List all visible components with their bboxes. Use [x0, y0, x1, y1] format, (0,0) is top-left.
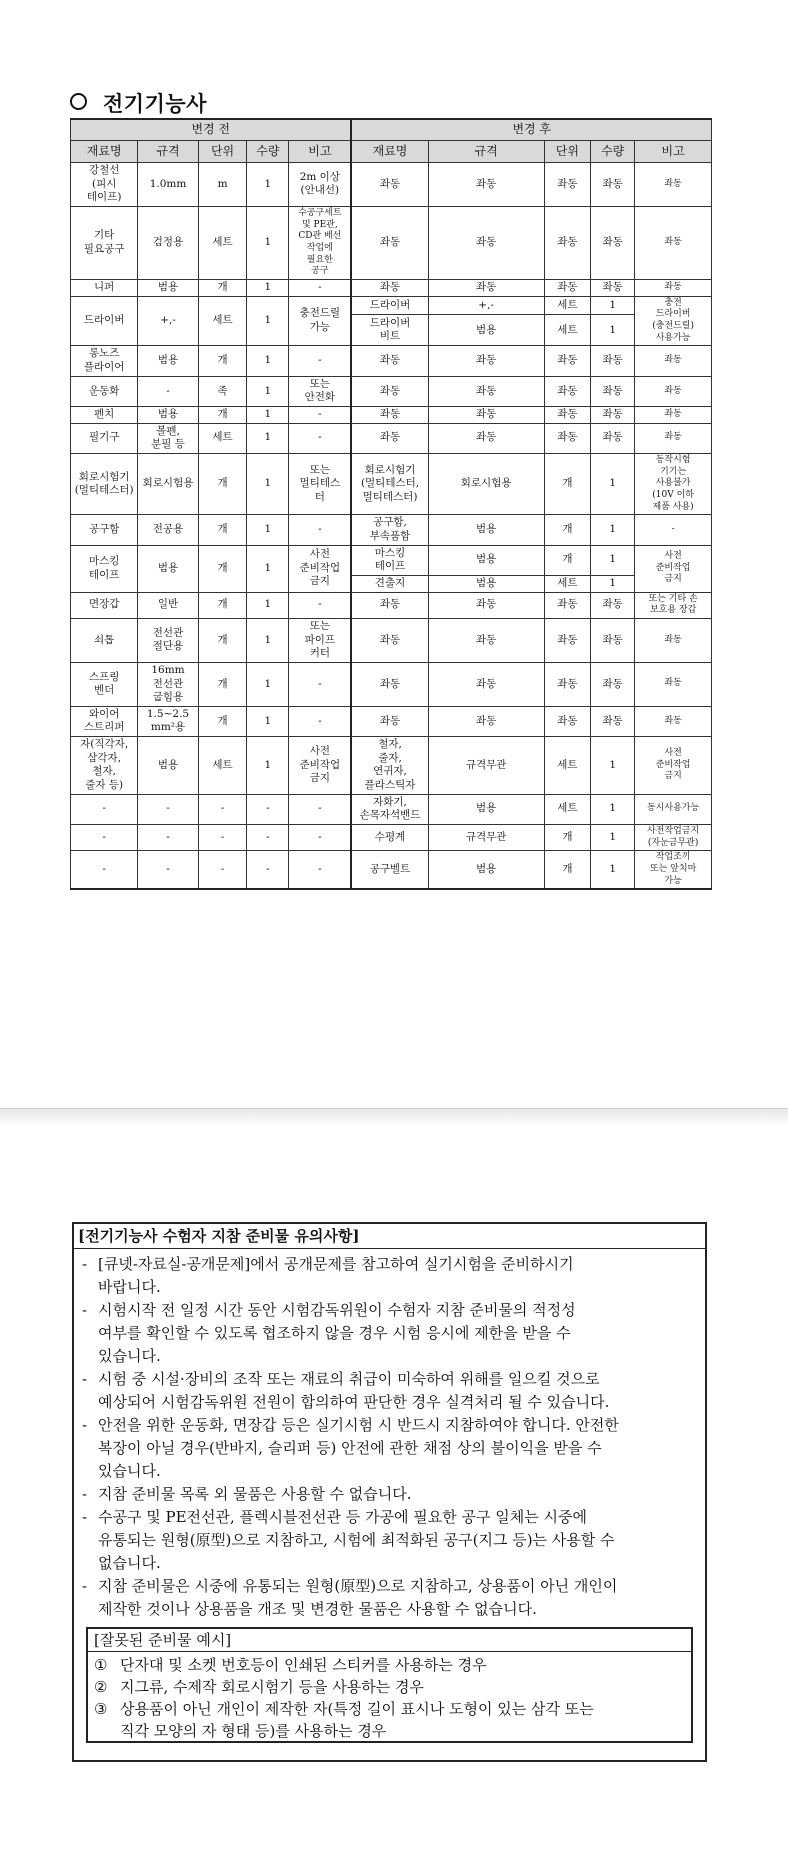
- column-header: 규격: [428, 141, 544, 163]
- table-cell: 좌동: [635, 706, 712, 736]
- table-cell: 펜치: [71, 407, 138, 424]
- table-cell: 1: [247, 346, 289, 376]
- table-cell: +,-: [428, 296, 544, 315]
- table-cell: 범용: [138, 545, 198, 592]
- table-cell: 세트: [198, 206, 247, 279]
- table-cell: -: [289, 794, 352, 824]
- table-cell: 좌동: [591, 407, 635, 424]
- notice-item-text: 수공구 및 PE전선관, 플렉시블전선관 등 가공에 필요한 공구 일체는 시중에 유통되는 원형(原型)으로 지참하고, 시험에 최적화된 공구(지그 등)는 사용할 수 없습니다.: [98, 1508, 615, 1572]
- notice-item: [82, 1253, 699, 1299]
- table-cell: 좌동: [591, 163, 635, 207]
- table-cell: 좌동: [544, 592, 590, 618]
- table-cell: 좌동: [635, 163, 712, 207]
- table-cell: 1: [247, 706, 289, 736]
- table-cell: 범용: [138, 280, 198, 297]
- group-header-after: 변경 후: [351, 119, 711, 141]
- table-cell: 사전작업금지 (자눈금무관): [635, 824, 712, 850]
- table-cell: 1: [591, 851, 635, 890]
- table-row: [71, 163, 712, 207]
- notice-item-text: 시험 중 시설·장비의 조작 또는 재료의 취급이 미숙하여 위해를 일으킬 것으로 예상되어 시험감독위원 전원이 합의하여 판단한 경우 실격처리 될 수 있습니다.: [98, 1370, 610, 1411]
- table-cell: 범용: [138, 737, 198, 795]
- table-cell: 좌동: [351, 706, 428, 736]
- table-cell: 좌동: [351, 407, 428, 424]
- table-cell: 좌동: [428, 163, 544, 207]
- table-cell: 작업조끼 또는 앞치마 가능: [635, 851, 712, 890]
- notice-box: [72, 1222, 707, 1762]
- dash-bullet-icon: -: [82, 1508, 88, 1526]
- table-cell: 좌동: [591, 706, 635, 736]
- column-header: 비고: [635, 141, 712, 163]
- table-cell: 니퍼: [71, 280, 138, 297]
- table-cell: 좌동: [428, 423, 544, 453]
- table-cell: 개: [198, 346, 247, 376]
- table-cell: -: [289, 851, 352, 890]
- wrong-examples-title: [잘못된 준비물 예시]: [88, 1629, 691, 1652]
- table-row: [71, 407, 712, 424]
- wrong-example-item: [94, 1698, 685, 1742]
- table-cell: 철자, 줄자, 연귀자, 플라스틱자: [351, 737, 428, 795]
- dash-bullet-icon: -: [82, 1577, 88, 1595]
- table-cell: 면장갑: [71, 592, 138, 618]
- table-cell: 자(직각자, 삼각자, 철자, 줄자 등): [71, 737, 138, 795]
- table-cell: 드라이버: [351, 296, 428, 315]
- table-cell: 회로시험용: [428, 453, 544, 514]
- table-cell: 1: [247, 407, 289, 424]
- table-cell: 개: [544, 851, 590, 890]
- table-row: [71, 423, 712, 453]
- table-cell: 좌동: [635, 618, 712, 662]
- table-cell: 범용: [138, 407, 198, 424]
- table-cell: -: [289, 706, 352, 736]
- column-header: 비고: [289, 141, 352, 163]
- table-cell: 좌동: [591, 662, 635, 706]
- table-cell: -: [289, 662, 352, 706]
- table-cell: 세트: [544, 575, 590, 592]
- table-cell: 범용: [428, 794, 544, 824]
- table-cell: 공구함, 부속품함: [351, 515, 428, 545]
- circle-bullet-icon: [70, 93, 87, 110]
- table-cell: 좌동: [544, 662, 590, 706]
- table-cell: 좌동: [635, 280, 712, 297]
- table-cell: 회로시험용: [138, 453, 198, 514]
- table-cell: 좌동: [635, 423, 712, 453]
- table-cell: 좌동: [428, 346, 544, 376]
- table-cell: 공구벨트: [351, 851, 428, 890]
- table-cell: -: [71, 824, 138, 850]
- table-cell: 1: [247, 163, 289, 207]
- table-cell: -: [247, 851, 289, 890]
- table-cell: 1: [247, 545, 289, 592]
- table-cell: 공구함: [71, 515, 138, 545]
- table-cell: 좌동: [428, 407, 544, 424]
- table-cell: 좌동: [428, 662, 544, 706]
- table-cell: 1.0mm: [138, 163, 198, 207]
- table-cell: 좌동: [351, 618, 428, 662]
- table-cell: 좌동: [591, 376, 635, 406]
- table-row: [71, 824, 712, 850]
- table-cell: 세트: [198, 737, 247, 795]
- table-cell: 개: [544, 515, 590, 545]
- table-cell: 검정용: [138, 206, 198, 279]
- table-cell: -: [289, 423, 352, 453]
- table-cell: 개: [198, 280, 247, 297]
- table-cell: 좌동: [635, 376, 712, 406]
- table-row: [71, 280, 712, 297]
- notice-item-text: 지참 준비물은 시중에 유통되는 원형(原型)으로 지참하고, 상용품이 아닌 개인이 제작한 것이나 상용품을 개조 및 변경한 물품은 사용할 수 없습니다.: [98, 1577, 618, 1618]
- table-cell: 족: [198, 376, 247, 406]
- table-cell: -: [289, 824, 352, 850]
- table-cell: 좌동: [544, 346, 590, 376]
- table-cell: 1: [247, 737, 289, 795]
- table-cell: 충전 드라이버 (충전드릴) 사용가능: [635, 296, 712, 346]
- notice-item: [82, 1483, 699, 1506]
- table-cell: 사전 준비작업 금지: [635, 737, 712, 795]
- table-cell: 좌동: [428, 618, 544, 662]
- table-cell: 좌동: [591, 280, 635, 297]
- table-cell: 1: [247, 423, 289, 453]
- table-cell: 범용: [428, 545, 544, 575]
- table-cell: 좌동: [544, 407, 590, 424]
- column-header: 재료명: [71, 141, 138, 163]
- table-cell: 2m 이상 (안내선): [289, 163, 352, 207]
- table-cell: 드라이버: [71, 296, 138, 346]
- table-cell: 좌동: [351, 163, 428, 207]
- table-cell: 좌동: [428, 592, 544, 618]
- table-cell: 좌동: [428, 706, 544, 736]
- table-cell: 좌동: [351, 346, 428, 376]
- dash-bullet-icon: -: [82, 1485, 88, 1503]
- table-cell: 좌동: [351, 592, 428, 618]
- table-cell: 좌동: [544, 706, 590, 736]
- table-cell: 1: [591, 824, 635, 850]
- table-cell: 세트: [544, 737, 590, 795]
- notice-item-text: 안전을 위한 운동화, 면장갑 등은 실기시험 시 반드시 지참하여야 합니다. 안전한 복장이 아닐 경우(반바지, 슬리퍼 등) 안전에 관한 채점 상의 불이익을 받을 수 있습니다.: [98, 1416, 619, 1480]
- table-cell: 전공용: [138, 515, 198, 545]
- table-cell: 좌동: [351, 206, 428, 279]
- item-number: ②: [94, 1678, 108, 1696]
- notice-item: [82, 1368, 699, 1414]
- table-cell: -: [289, 515, 352, 545]
- table-cell: 1: [591, 315, 635, 346]
- notice-item: [82, 1299, 699, 1368]
- table-cell: 좌동: [635, 662, 712, 706]
- table-cell: 1: [247, 206, 289, 279]
- table-cell: 좌동: [428, 376, 544, 406]
- notice-title: [전기기능사 수험자 지참 준비물 유의사항]: [74, 1224, 705, 1249]
- table-cell: 수공구세트 및 PE관, CD관 배선 작업에 필요한 공구: [289, 206, 352, 279]
- table-cell: 좌동: [591, 206, 635, 279]
- table-cell: 좌동: [544, 280, 590, 297]
- table-cell: 좌동: [544, 163, 590, 207]
- table-cell: 기타 필요공구: [71, 206, 138, 279]
- table-cell: 세트: [198, 296, 247, 346]
- table-cell: -: [635, 515, 712, 545]
- notice-item: [82, 1575, 699, 1621]
- table-cell: 마스킹 테이프: [71, 545, 138, 592]
- wrong-example-text: 단자대 및 소켓 번호등이 인쇄된 스티커를 사용하는 경우: [120, 1656, 487, 1674]
- table-cell: -: [198, 794, 247, 824]
- table-cell: 1: [591, 794, 635, 824]
- table-cell: -: [247, 824, 289, 850]
- table-cell: 개: [544, 824, 590, 850]
- table-cell: 좌동: [351, 280, 428, 297]
- table-cell: 개: [198, 618, 247, 662]
- table-row: [71, 346, 712, 376]
- table-cell: 1: [247, 592, 289, 618]
- table-cell: 볼펜, 분필 등: [138, 423, 198, 453]
- table-cell: 좌동: [544, 423, 590, 453]
- table-cell: 범용: [138, 346, 198, 376]
- wrong-example-item: [94, 1676, 685, 1698]
- table-cell: 스프링 벤더: [71, 662, 138, 706]
- table-cell: 개: [198, 706, 247, 736]
- table-cell: 사전 준비작업 금지: [289, 545, 352, 592]
- table-cell: 충전드릴 가능: [289, 296, 352, 346]
- table-row: [71, 515, 712, 545]
- table-cell: 16mm 전선관 굽힘용: [138, 662, 198, 706]
- column-header: 규격: [138, 141, 198, 163]
- table-cell: 1: [247, 376, 289, 406]
- table-row: [71, 706, 712, 736]
- column-header: 수량: [247, 141, 289, 163]
- table-cell: 1: [247, 618, 289, 662]
- table-cell: 범용: [428, 575, 544, 592]
- table-cell: 좌동: [635, 346, 712, 376]
- tool-list-table: [70, 118, 712, 890]
- table-cell: 세트: [544, 794, 590, 824]
- table-cell: 세트: [544, 315, 590, 346]
- section-heading: [70, 88, 207, 118]
- notice-list: [74, 1249, 705, 1621]
- table-cell: 1: [247, 515, 289, 545]
- table-cell: 좌동: [544, 376, 590, 406]
- table-row: [71, 851, 712, 890]
- notice-item: [82, 1414, 699, 1483]
- dash-bullet-icon: -: [82, 1301, 88, 1319]
- table-cell: -: [198, 851, 247, 890]
- table-cell: 규격무관: [428, 824, 544, 850]
- table-cell: 롱노즈 플라이어: [71, 346, 138, 376]
- table-cell: 회로시험기 (멀티테스터, 멀티테스터): [351, 453, 428, 514]
- table-cell: 범용: [428, 315, 544, 346]
- table-cell: 또는 안전화: [289, 376, 352, 406]
- table-cell: 또는 기타 손 보호용 장갑: [635, 592, 712, 618]
- table-cell: 개: [544, 453, 590, 514]
- section-title: 전기기능사: [103, 92, 207, 116]
- table-cell: 좌동: [351, 423, 428, 453]
- table-cell: 동작시험 기기는 사용불가 (10V 이하 제품 사용): [635, 453, 712, 514]
- table-row: [71, 737, 712, 795]
- table-cell: 쇠톱: [71, 618, 138, 662]
- table-cell: -: [289, 280, 352, 297]
- table-cell: 강철선 (피시 테이프): [71, 163, 138, 207]
- table-cell: 1: [591, 453, 635, 514]
- table-cell: -: [247, 794, 289, 824]
- table-cell: 좌동: [591, 592, 635, 618]
- table-cell: 세트: [544, 296, 590, 315]
- table-cell: 1: [247, 280, 289, 297]
- table-row: [71, 453, 712, 514]
- table-cell: 드라이버 비트: [351, 315, 428, 346]
- table-row: [71, 662, 712, 706]
- page-gap: [0, 1108, 788, 1125]
- table-cell: -: [289, 346, 352, 376]
- column-header: 단위: [198, 141, 247, 163]
- table-cell: 또는 멀티테스 터: [289, 453, 352, 514]
- table-cell: 범용: [428, 515, 544, 545]
- table-cell: 개: [198, 662, 247, 706]
- table-cell: 와이어 스트리퍼: [71, 706, 138, 736]
- table-cell: +,-: [138, 296, 198, 346]
- table-row: [71, 545, 712, 575]
- table-row: [71, 206, 712, 279]
- tool-list-table-wrapper: [70, 118, 712, 890]
- table-row: [71, 376, 712, 406]
- table-cell: 1.5~2.5 mm²용: [138, 706, 198, 736]
- wrong-example-item: [94, 1654, 685, 1676]
- table-cell: 좌동: [428, 280, 544, 297]
- table-cell: 사전 준비작업 금지: [635, 545, 712, 592]
- table-cell: 개: [198, 407, 247, 424]
- notice-item: [82, 1506, 699, 1575]
- table-cell: 개: [198, 545, 247, 592]
- table-cell: 세트: [198, 423, 247, 453]
- table-row: [71, 794, 712, 824]
- table-cell: 좌동: [351, 376, 428, 406]
- table-cell: 자화기, 손목자석밴드: [351, 794, 428, 824]
- table-cell: -: [138, 794, 198, 824]
- notice-item-text: [큐넷-자료실-공개문제]에서 공개문제를 참고하여 실기시험을 준비하시기 바랍니다.: [98, 1255, 574, 1296]
- table-cell: 1: [591, 737, 635, 795]
- table-cell: 필기구: [71, 423, 138, 453]
- item-number: ①: [94, 1656, 108, 1674]
- table-cell: 또는 파이프 커터: [289, 618, 352, 662]
- table-cell: 개: [198, 592, 247, 618]
- dash-bullet-icon: -: [82, 1416, 88, 1434]
- table-cell: 범용: [428, 851, 544, 890]
- table-cell: 좌동: [428, 206, 544, 279]
- table-cell: 개: [198, 515, 247, 545]
- table-cell: 1: [591, 515, 635, 545]
- table-cell: -: [289, 592, 352, 618]
- table-cell: 1: [591, 575, 635, 592]
- notice-item-text: 시험시작 전 일정 시간 동안 시험감독위원이 수험자 지참 준비물의 적정성 여부를 확인할 수 있도록 협조하지 않을 경우 시험 응시에 제한을 받을 수 있습니다.: [98, 1301, 576, 1365]
- table-cell: 개: [544, 545, 590, 575]
- column-header: 단위: [544, 141, 590, 163]
- table-cell: 개: [198, 453, 247, 514]
- table-cell: 좌동: [635, 206, 712, 279]
- table-cell: 좌동: [351, 662, 428, 706]
- table-cell: 좌동: [544, 618, 590, 662]
- table-cell: 1: [591, 545, 635, 575]
- table-cell: -: [71, 794, 138, 824]
- table-cell: 1: [247, 453, 289, 514]
- table-cell: 견출지: [351, 575, 428, 592]
- table-cell: 규격무관: [428, 737, 544, 795]
- table-cell: m: [198, 163, 247, 207]
- table-cell: -: [138, 851, 198, 890]
- table-row: [71, 296, 712, 315]
- wrong-examples-box: [86, 1627, 693, 1743]
- table-cell: 1: [247, 296, 289, 346]
- table-cell: -: [71, 851, 138, 890]
- table-cell: 좌동: [591, 423, 635, 453]
- dash-bullet-icon: -: [82, 1255, 88, 1273]
- group-header-before: 변경 전: [71, 119, 352, 141]
- table-cell: 수평계: [351, 824, 428, 850]
- table-cell: -: [289, 407, 352, 424]
- wrong-examples-list: [88, 1652, 691, 1742]
- column-header: 재료명: [351, 141, 428, 163]
- wrong-example-text: 지그류, 수제작 회로시험기 등을 사용하는 경우: [120, 1678, 424, 1696]
- table-cell: 좌동: [635, 407, 712, 424]
- table-cell: 좌동: [591, 346, 635, 376]
- table-cell: -: [138, 376, 198, 406]
- table-row: [71, 592, 712, 618]
- table-cell: 1: [247, 662, 289, 706]
- table-cell: 마스킹 테이프: [351, 545, 428, 575]
- table-cell: 동시사용가능: [635, 794, 712, 824]
- item-number: ③: [94, 1700, 108, 1718]
- table-cell: 회로시험기 (멀티테스터): [71, 453, 138, 514]
- table-cell: -: [138, 824, 198, 850]
- table-cell: 일반: [138, 592, 198, 618]
- column-header: 수량: [591, 141, 635, 163]
- table-cell: 운동화: [71, 376, 138, 406]
- table-cell: 좌동: [591, 618, 635, 662]
- wrong-example-text: 상용품이 아닌 개인이 제작한 자(특정 길이 표시나 도형이 있는 삼각 또는 직각 모양의 자 형태 등)를 사용하는 경우: [120, 1700, 594, 1740]
- dash-bullet-icon: -: [82, 1370, 88, 1388]
- table-row: [71, 618, 712, 662]
- table-cell: -: [198, 824, 247, 850]
- notice-item-text: 지참 준비물 목록 외 물품은 사용할 수 없습니다.: [98, 1485, 412, 1503]
- table-cell: 좌동: [544, 206, 590, 279]
- table-cell: 1: [591, 296, 635, 315]
- table-cell: 사전 준비작업 금지: [289, 737, 352, 795]
- table-cell: 전선관 절단용: [138, 618, 198, 662]
